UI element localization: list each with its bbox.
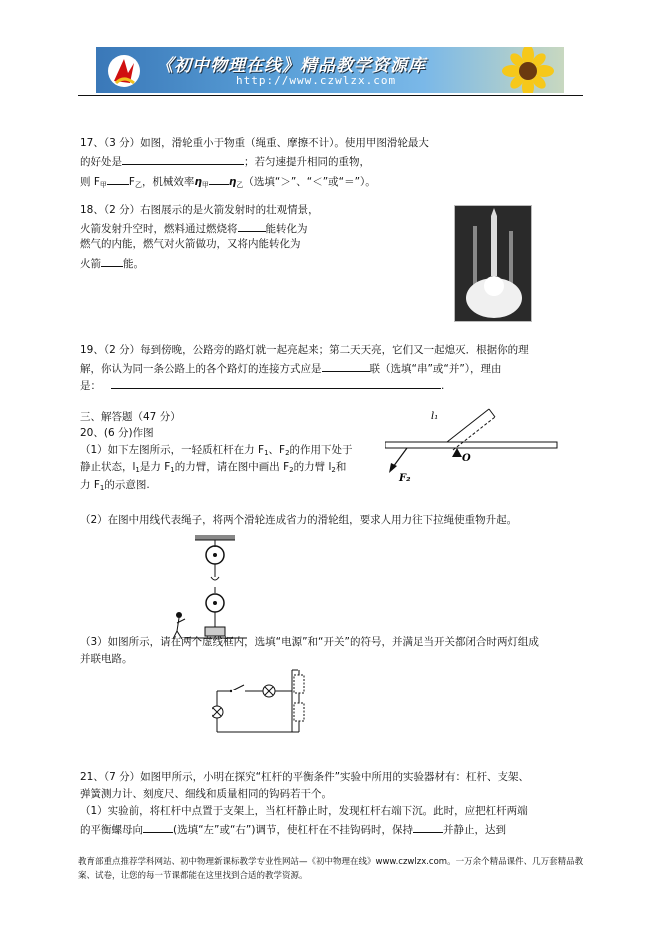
header-rule	[78, 95, 583, 96]
logo-icon	[104, 53, 144, 89]
q17-text-b: ；若匀速提升相同的重物，	[244, 156, 370, 168]
q20-s2: 2	[285, 449, 290, 457]
dashed-box-bottom[interactable]	[294, 703, 304, 721]
q17-blank-1[interactable]	[122, 153, 244, 165]
q18-line3: 燃气的内能，燃气对火箭做功，又将内能转化为	[80, 238, 301, 250]
q20-t7: 的力臂 l	[293, 461, 332, 473]
q20-s7: 1	[99, 484, 105, 492]
q21-text-a: 的平衡螺母向	[80, 824, 143, 836]
q19-text-c: 是：	[80, 380, 101, 392]
header-banner	[96, 47, 564, 93]
q19-line1: 19、（2 分）每到傍晚，公路旁的路灯就一起亮起来；第二天天亮，它们又一起熄灭．根据你的理	[80, 344, 529, 356]
q19-blank-1[interactable]	[322, 360, 370, 372]
q18-text-c: 火箭	[80, 258, 101, 270]
q20-s5: 2	[289, 466, 294, 474]
q21-blank-1[interactable]	[143, 821, 173, 833]
q19-line3	[80, 377, 444, 393]
q19-line2	[80, 360, 502, 376]
dashed-box-top[interactable]	[294, 675, 304, 693]
q18-blank-1[interactable]	[238, 220, 266, 232]
q17-sub-jia-2: 甲	[201, 181, 209, 189]
q20-t5: 是力 F	[139, 461, 171, 473]
q20-t1: （1）如下左图所示，一轻质杠杆在力 F	[80, 444, 265, 456]
q21-blank-2[interactable]	[413, 821, 443, 833]
q21-line3: （1）实验前，将杠杆中点置于支架上，当杠杆静止时，发现杠杆右端下沉。此时，应把杠杆两端	[80, 805, 528, 817]
rocket-launch-photo	[454, 205, 532, 322]
q17-line3	[80, 173, 376, 192]
q17-blank-3[interactable]	[209, 173, 229, 185]
lever-diagram	[385, 405, 565, 485]
q20-t10: 的示意图.	[104, 479, 150, 491]
q17-eta-2: η	[228, 176, 237, 188]
q17-blank-2[interactable]	[107, 173, 129, 185]
q20-t4: 静止状态，l	[80, 461, 136, 473]
q17-sub-yi-2: 乙	[236, 181, 244, 189]
q17-tail: （选填“＞”、“＜”或“＝”）。	[243, 176, 376, 188]
q17-eta-1: η	[194, 176, 202, 188]
q20-t3: 的作用下处于	[289, 444, 353, 456]
q19-text-d: .	[441, 380, 445, 392]
q17-f2: F	[128, 176, 135, 188]
banner-url[interactable]: http://www.czwlzx.com	[236, 74, 397, 87]
q20-title: 20、(6 分)作图	[80, 427, 154, 439]
q20-s6: 2	[331, 466, 336, 474]
lever-f2-label: F₂	[399, 473, 411, 484]
q21-line4	[80, 821, 506, 837]
q21-line1: 21、（7 分）如图甲所示，小明在探究“杠杆的平衡条件”实验中所用的实验器材有：杠杆、支架、	[80, 771, 530, 783]
q20-s4: 1	[170, 466, 175, 474]
q20-s3: 1	[135, 466, 140, 474]
q17-sub-jia: 甲	[99, 181, 107, 189]
q17-line2	[80, 153, 370, 169]
q17-sub-yi: 乙	[134, 181, 142, 189]
page-footer: 教育部重点推荐学科网站、初中物理新课标教学专业性网站—《初中物理在线》www.czwlzx.com。一万余个精品课件、几万套精品教案、试卷，让您的每一节课都能在这里找到合适的教学资源。	[78, 857, 584, 881]
q17-f: 则 F	[80, 176, 100, 188]
q17-line1: 17、（3 分）如图，滑轮重小于物重（绳重、摩擦不计）。使用甲图滑轮最大	[80, 137, 429, 149]
q18-line1: 18、（2 分）右图展示的是火箭发射时的壮观情景，	[80, 204, 319, 216]
q20-3-line1: （3）如图所示，请在两个虚线框内，选填“电源”和“开关”的符号，并满足当开关都闭合时两灯组成	[80, 636, 539, 648]
q20-t9: 力 F	[80, 479, 100, 491]
q20-t6: 的力臂，请在图中画出 F	[174, 461, 290, 473]
sunflower-icon	[488, 47, 564, 93]
banner-title: 《初中物理在线》精品教学资源库	[156, 56, 426, 76]
q19-text-b: 联（选填“串”或“并”），理由	[369, 363, 502, 375]
q20-s1: 1	[264, 449, 269, 457]
q19-text: 解，你认为同一条公路上的各个路灯的连接方式应是	[80, 363, 322, 375]
q20-3-line2: 并联电路。	[80, 653, 133, 665]
q18-blank-2[interactable]	[101, 255, 123, 267]
q20-t2: 、F	[268, 444, 286, 456]
pulley-diagram	[165, 535, 255, 647]
q21-text-b: (选填“左”或“右”)调节，使杠杆在不挂钩码时，保持	[173, 824, 413, 836]
q21-line2: 弹簧测力计、刻度尺、细线和质量相同的钩码若干个。	[80, 788, 332, 800]
q20-1-line1	[80, 443, 353, 460]
lever-o-label: O	[462, 453, 471, 464]
q18-text-d: 能。	[123, 258, 144, 270]
q20-2-text: （2）在图中用线代表绳子，将两个滑轮连成省力的滑轮组，要求人用力往下拉绳使重物升起。	[80, 514, 518, 526]
q18-text: 火箭发射升空时，燃料通过燃烧将	[80, 223, 238, 235]
rocket-icon	[455, 206, 531, 321]
q18-line2	[80, 220, 308, 236]
q19-blank-2[interactable]	[111, 377, 441, 389]
circuit-diagram	[212, 665, 317, 737]
q18-line4	[80, 255, 144, 271]
q20-t8: 和	[335, 461, 347, 473]
lever-l1-label: l₁	[431, 411, 439, 422]
q21-text-c: 并静止，达到	[442, 824, 506, 836]
q18-text-b: 能转化为	[265, 223, 308, 235]
q17-eff: ，机械效率	[141, 176, 195, 188]
q20-1-line3	[80, 478, 150, 495]
q17-text: 的好处是	[80, 156, 122, 168]
section-title: 三、解答题（47 分）	[80, 411, 181, 423]
q20-1-line2	[80, 460, 346, 477]
